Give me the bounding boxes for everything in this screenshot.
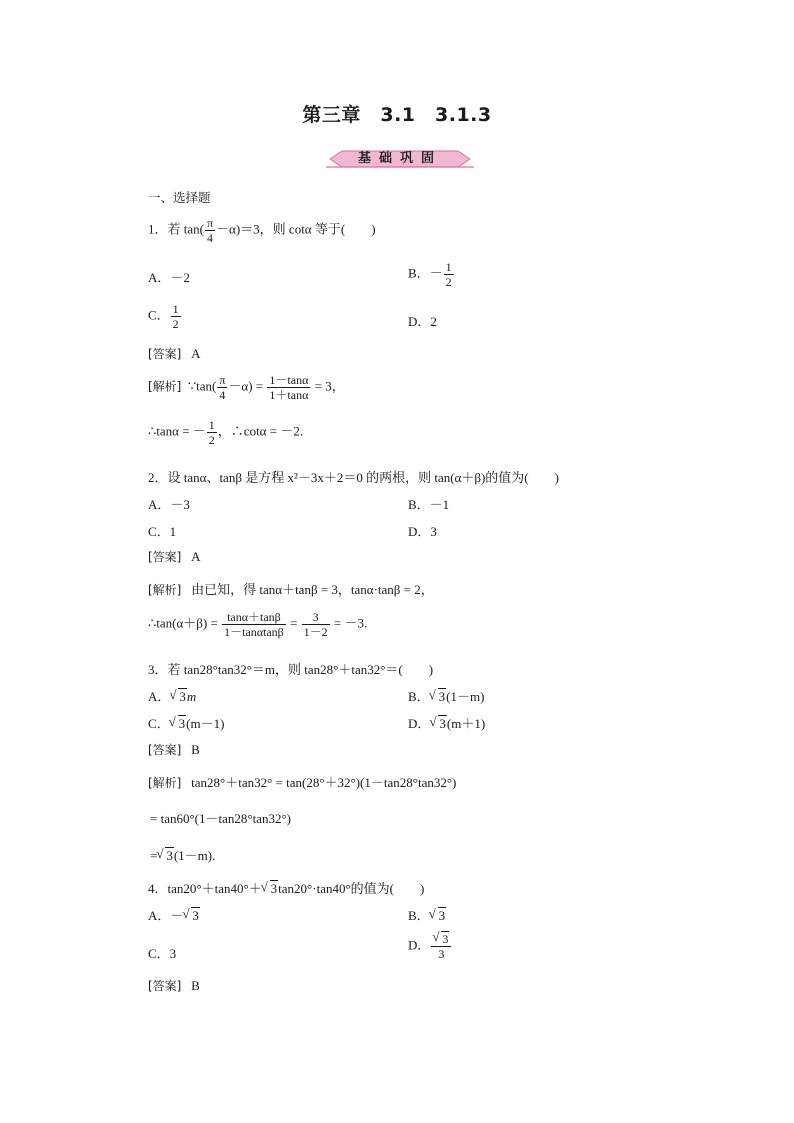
q3-analysis-line-1: [解析] tan28°＋tan32° = tan(28°＋32°)(1－tan28°tan32°): [148, 775, 457, 790]
q4-answer: [答案] B: [148, 978, 200, 993]
page-title: 第三章 3.1 3.1.3: [302, 104, 492, 126]
q2-option-b: B．－1: [408, 497, 450, 512]
q3-analysis-line-3: =√ 3(1－m).: [150, 845, 215, 864]
q3-option-a: A．√ 3m: [148, 686, 196, 705]
banner-label: 基础巩固: [357, 151, 442, 166]
q3-option-d: D．√ 3(m＋1): [408, 713, 485, 732]
q2-analysis-line-2: ∴tan(α＋β) = $\frac{\tan\alpha+\tan\beta}{1-\tan\alpha\tan\beta}$ = $\frac{3}{1-2}$ = －3.: [148, 610, 368, 639]
q2-analysis-line-1: [解析] 由已知，得 tanα＋tanβ = 3，tanα·tanβ = 2，: [148, 582, 434, 597]
q2-option-d: D．3: [408, 524, 437, 539]
q1-analysis-line-1: [解析] ∵tan( $\frac{\pi}{4}$ －α) = $\frac{1-\tan\alpha}{1+\tan\alpha}$ = 3，: [148, 373, 345, 402]
q4-option-d: D． √ $\frac{3}{3}$: [408, 932, 452, 961]
sqrt: √ 3: [170, 689, 187, 705]
q2-option-a: A．－3: [148, 497, 190, 512]
q3-analysis-line-2: = tan60°(1－tan28°tan32°): [150, 811, 291, 826]
q3-answer: [答案] B: [148, 742, 200, 757]
fraction: $\frac{\pi}{4}$: [206, 216, 214, 245]
question-2-stem: 2．设 tanα、tanβ 是方程 x²－3x＋2＝0 的两根，则 tan(α＋β)的值为( ): [148, 470, 559, 485]
q2-option-c: C．1: [148, 524, 177, 539]
q4-option-b: B．√ 3: [408, 905, 446, 924]
q2-answer: [答案] A: [148, 549, 201, 564]
q3-option-b: B．√ 3(1－m): [408, 686, 484, 705]
q1-analysis-line-2: ∴tanα = － $\frac{1}{2}$ ，∴cotα = －2.: [148, 418, 304, 447]
q1-option-c: C． $\frac{1}{2}$: [148, 302, 179, 331]
section-heading: 一、选择题: [148, 190, 211, 205]
question-1-stem: 1．若 tan( $\frac{\pi}{4}$ －α)＝3，则 cotα 等于( ): [148, 216, 376, 245]
q1-option-a: A．－2: [148, 270, 190, 285]
q1-answer: [答案] A: [148, 346, 201, 361]
q4-option-a: A．－√ 3: [148, 905, 200, 924]
q1-option-d: D．2: [408, 314, 437, 329]
question-3-stem: 3．若 tan28°tan32°＝m，则 tan28°＋tan32°＝( ): [148, 662, 434, 677]
q4-option-c: C．3: [148, 946, 177, 961]
q3-option-c: C．√ 3(m－1): [148, 713, 224, 732]
question-4-stem: 4．tan20°＋tan40°＋√ 3tan20°·tan40°的值为( ): [148, 878, 424, 897]
q1-option-b: B．－ $\frac{1}{2}$: [408, 260, 452, 289]
